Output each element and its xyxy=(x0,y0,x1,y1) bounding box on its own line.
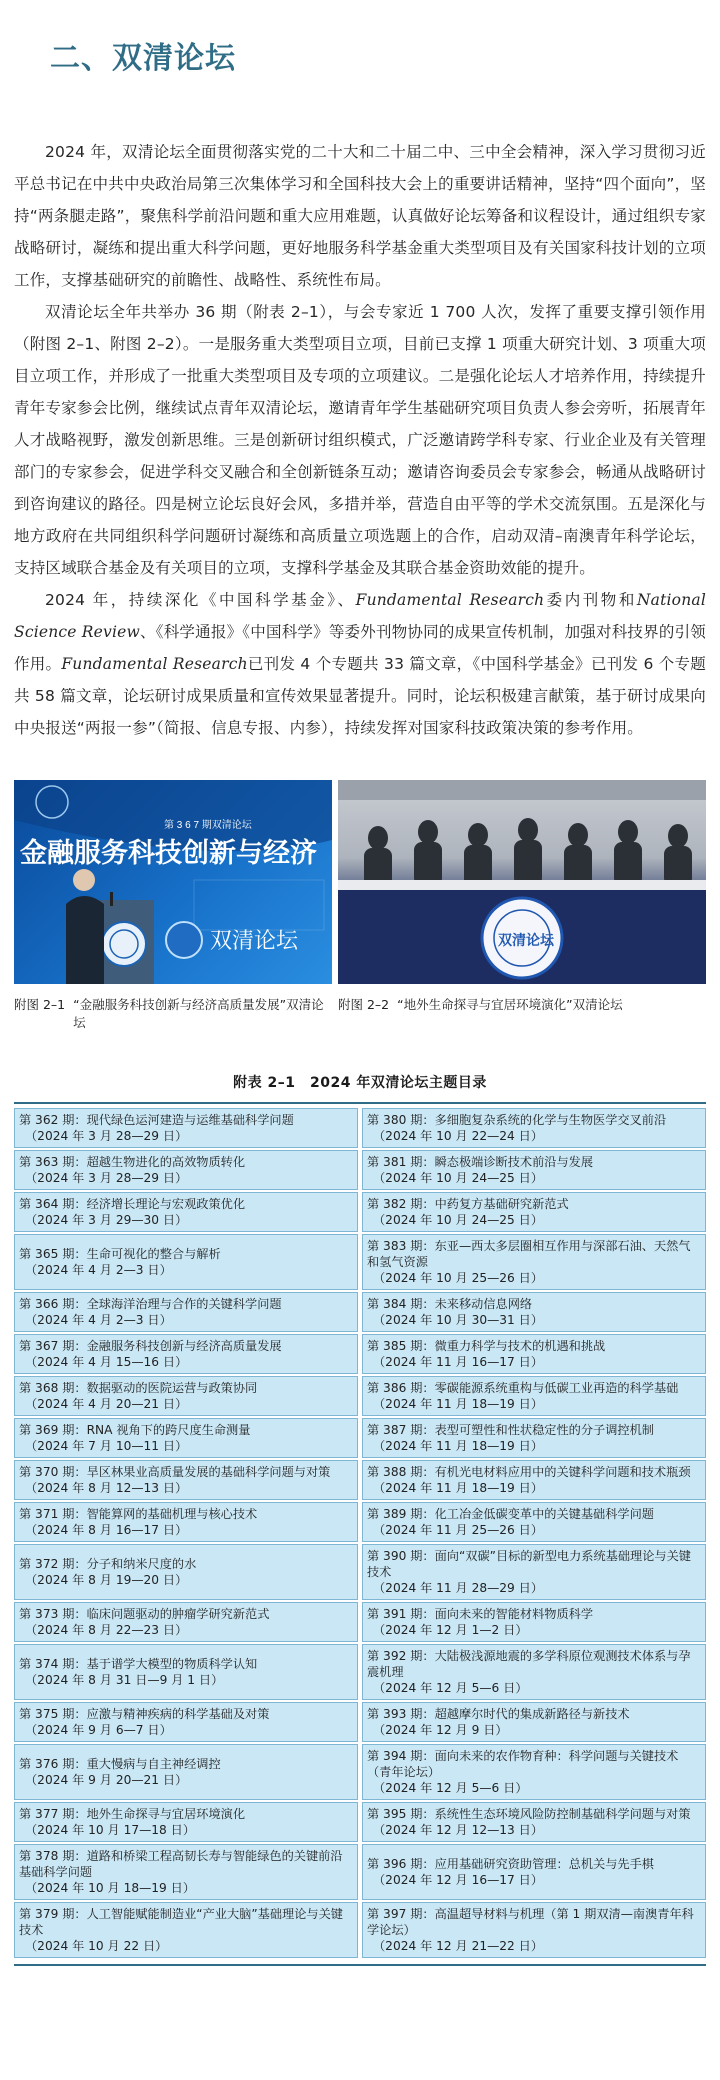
table-row xyxy=(362,1502,706,1542)
photo-finance-scene xyxy=(14,780,332,984)
forum-date: （2024 年 11 月 18—19 日） xyxy=(373,1397,544,1411)
p3-part: 委内刊物和 xyxy=(544,591,637,609)
forum-date: （2024 年 11 月 18—19 日） xyxy=(373,1439,544,1453)
forum-date: （2024 年 3 月 28—29 日） xyxy=(25,1171,188,1185)
body-text xyxy=(14,136,706,744)
table-row xyxy=(14,1460,358,1500)
figure-2-2 xyxy=(338,780,706,1032)
table-row xyxy=(362,1292,706,1332)
table-row xyxy=(362,1418,706,1458)
photo-meeting-scene xyxy=(338,780,706,984)
session-text: 第 3 6 7 期双清论坛 xyxy=(164,820,252,831)
table-row xyxy=(14,1192,358,1232)
table-row xyxy=(362,1702,706,1742)
table-row xyxy=(362,1544,706,1600)
table-row xyxy=(362,1460,706,1500)
forum-date: （2024 年 8 月 16—17 日） xyxy=(25,1523,188,1537)
table-column-right xyxy=(362,1108,706,1960)
forum-date: （2024 年 11 月 16—17 日） xyxy=(373,1355,544,1369)
forum-topic: 第 379 期：人工智能赋能制造业“产业大脑”基础理论与关键技术 xyxy=(19,1907,343,1937)
forum-topic: 第 364 期：经济增长理论与宏观政策优化 xyxy=(19,1197,246,1211)
paragraph-2: 双清论坛全年共举办 36 期（附表 2–1），与会专家近 1 700 人次，发挥了重要支撑引领作用（附图 2–1、附图 2–2）。一是服务重大类型项目立项，目前已支撑 1 项重大研究计划、3 项重大项目立项工作，并形成了一批重大类型项目及专项的立项建议。二是强化论坛人才培养作用，持续提升青年专家参会比例，继续试点青年双清论坛，邀请青年学生基础研究项目负责人参会旁听，拓展青年人才战略视野，激发创新思维。三是创新研讨组织模式，广泛邀请跨学科专家、行业企业及有关管理部门的专家参会，促进学科交叉融合和全创新链条互动；邀请咨询委员会专家参会，畅通从战略研讨到咨询建议的路径。四是树立论坛良好会风，多措并举，营造自由平等的学术交流氛围。五是深化与地方政府在共同组织科学问题研讨凝练和高质量立项选题上的合作，启动双清–南澳青年科学论坛，支持区域联合基金及有关项目的立项，支撑科学基金及其联合基金资助效能的提升。 xyxy=(14,303,706,577)
table-row xyxy=(14,1292,358,1332)
caption-figure-2-2 xyxy=(338,996,706,1014)
table-row xyxy=(362,1802,706,1842)
journal-fundamental-research: Fundamental Research xyxy=(61,655,248,673)
caption-figure-2-1 xyxy=(14,996,332,1032)
forum-topic: 第 375 期：应激与精神疾病的科学基础及对策 xyxy=(19,1707,270,1721)
caption-text: “金融服务科技创新与经济高质量发展”双清论坛 xyxy=(73,997,324,1030)
forum-date: （2024 年 9 月 20—21 日） xyxy=(25,1773,188,1787)
forum-date: （2024 年 8 月 19—20 日） xyxy=(25,1573,188,1587)
p3-part: 、《科学通报》《中国科学》等委外刊物协同的成果宣传机制，加强对科技界的引领作用。 xyxy=(14,623,706,673)
forum-topic: 第 372 期：分子和纳米尺度的水 xyxy=(19,1557,197,1571)
forum-topic: 第 384 期：未来移动信息网络 xyxy=(367,1297,533,1311)
forum-date: （2024 年 10 月 30—31 日） xyxy=(373,1313,544,1327)
forum-date: （2024 年 12 月 21—22 日） xyxy=(373,1939,544,1953)
forum-date: （2024 年 10 月 24—25 日） xyxy=(373,1213,544,1227)
forum-date: （2024 年 4 月 15—16 日） xyxy=(25,1355,188,1369)
forum-date: （2024 年 7 月 10—11 日） xyxy=(25,1439,188,1453)
table-row xyxy=(14,1334,358,1374)
p3-part: 已刊发 4 个专题共 33 篇文章，《中国科学基金》已刊发 6 个专题共 58 篇文章，论坛研讨成果质量和宣传效果显著提升。同时，论坛积极建言献策，基于研讨成果向中央报送“两报一参”（简报、信息专报、内参），持续发挥对国家科技政策决策的参考作用。 xyxy=(14,655,707,737)
forum-topic: 第 395 期：系统性生态环境风险防控制基础科学问题与对策 xyxy=(367,1807,691,1821)
forum-topic: 第 383 期：东亚—西太多层圈相互作用与深部石油、天然气和氢气资源 xyxy=(367,1239,691,1269)
forum-date: （2024 年 12 月 5—6 日） xyxy=(373,1681,528,1695)
forum-topic: 第 397 期：高温超导材料与机理（第 1 期双清—南澳青年科学论坛） xyxy=(367,1907,694,1937)
forum-date: （2024 年 10 月 22—24 日） xyxy=(373,1129,544,1143)
figure-2-1 xyxy=(14,780,332,1032)
forum-date: （2024 年 12 月 16—17 日） xyxy=(373,1873,544,1887)
table-row xyxy=(362,1644,706,1700)
forum-topic: 第 388 期：有机光电材料应用中的关键科学问题和技术瓶颈 xyxy=(367,1465,691,1479)
table-row xyxy=(14,1234,358,1290)
forum-date: （2024 年 11 月 18—19 日） xyxy=(373,1481,544,1495)
paragraph-1: 2024 年，双清论坛全面贯彻落实党的二十大和二十届二中、三中全会精神，深入学习贯彻习近平总书记在中共中央政治局第三次集体学习和全国科技大会上的重要讲话精神，坚持“四个面向”，坚持“两条腿走路”，聚焦科学前沿问题和重大应用难题，认真做好论坛筹备和议程设计，通过组织专家战略研讨，凝练和提出重大科学问题，更好地服务科学基金重大类型项目及有关国家科技计划的立项工作，支撑基础研究的前瞻性、战略性、系统性布局。 xyxy=(14,143,706,289)
forum-date: （2024 年 9 月 6—7 日） xyxy=(25,1723,172,1737)
forum-topic: 第 387 期：表型可塑性和性状稳定性的分子调控机制 xyxy=(367,1423,654,1437)
forum-topic: 第 382 期：中药复方基础研究新范式 xyxy=(367,1197,569,1211)
forum-topic: 第 369 期：RNA 视角下的跨尺度生命测量 xyxy=(19,1423,251,1437)
forum-topic: 第 363 期：超越生物进化的高效物质转化 xyxy=(19,1155,246,1169)
section-title: 二、双清论坛 xyxy=(50,41,236,76)
table-row xyxy=(362,1334,706,1374)
photo-forum-life xyxy=(338,780,706,984)
table-row xyxy=(14,1702,358,1742)
forum-date: （2024 年 10 月 22 日） xyxy=(25,1939,168,1953)
forum-date: （2024 年 12 月 9 日） xyxy=(373,1723,508,1737)
table-row xyxy=(362,1234,706,1290)
forum-topic: 第 370 期：旱区林果业高质量发展的基础科学问题与对策 xyxy=(19,1465,331,1479)
forum-date: （2024 年 10 月 17—18 日） xyxy=(25,1823,196,1837)
table-row xyxy=(362,1902,706,1958)
table-row xyxy=(362,1150,706,1190)
table-title: 附表 2–1 2024 年双清论坛主题目录 xyxy=(233,1075,487,1091)
forum-topic: 第 365 期：生命可视化的整合与解析 xyxy=(19,1247,221,1261)
table-row xyxy=(362,1602,706,1642)
forum-topic: 第 371 期：智能算网的基础机理与核心技术 xyxy=(19,1507,258,1521)
forum-date: （2024 年 4 月 2—3 日） xyxy=(25,1263,172,1277)
table-row xyxy=(362,1844,706,1900)
table-row xyxy=(14,1844,358,1900)
caption-number: 附图 2–1 xyxy=(14,997,66,1012)
forum-topic: 第 390 期：面向“双碳”目标的新型电力系统基础理论与关键技术 xyxy=(367,1549,691,1579)
caption-text: “地外生命探寻与宜居环境演化”双清论坛 xyxy=(397,997,623,1012)
table-row xyxy=(14,1644,358,1700)
forum-date: （2024 年 12 月 5—6 日） xyxy=(373,1781,528,1795)
paragraph-3 xyxy=(14,584,706,744)
forum-topic: 第 392 期：大陆极浅源地震的多学科原位观测技术体系与孕震机理 xyxy=(367,1649,691,1679)
table-row xyxy=(14,1150,358,1190)
logo-text-right: 双清论坛 xyxy=(498,933,554,949)
forum-date: （2024 年 10 月 18—19 日） xyxy=(25,1881,196,1895)
table-row xyxy=(362,1744,706,1800)
banner-text: 金融服务科技创新与经济 xyxy=(20,838,317,869)
forum-topic: 第 373 期：临床问题驱动的肿瘤学研究新范式 xyxy=(19,1607,270,1621)
photo-forum-finance xyxy=(14,780,332,984)
forum-date: （2024 年 8 月 31 日—9 月 1 日） xyxy=(25,1673,224,1687)
table-row xyxy=(14,1376,358,1416)
forum-date: （2024 年 10 月 24—25 日） xyxy=(373,1171,544,1185)
forum-date: （2024 年 11 月 25—26 日） xyxy=(373,1523,544,1537)
forum-date: （2024 年 4 月 20—21 日） xyxy=(25,1397,188,1411)
caption-number: 附图 2–2 xyxy=(338,997,390,1012)
table-row xyxy=(362,1192,706,1232)
forum-date: （2024 年 4 月 2—3 日） xyxy=(25,1313,172,1327)
forum-date: （2024 年 8 月 22—23 日） xyxy=(25,1623,188,1637)
journal-national-science-review: National Science Review xyxy=(14,591,706,641)
forum-date: （2024 年 10 月 25—26 日） xyxy=(373,1271,544,1285)
table-row xyxy=(14,1502,358,1542)
forum-topic: 第 386 期：零碳能源系统重构与低碳工业再造的科学基础 xyxy=(367,1381,679,1395)
forum-topic: 第 396 期：应用基础研究资助管理：总机关与先手棋 xyxy=(367,1857,654,1871)
table-row xyxy=(14,1108,358,1148)
forum-topic: 第 362 期：现代绿色运河建造与运维基础科学问题 xyxy=(19,1113,294,1127)
journal-fundamental-research: Fundamental Research xyxy=(355,591,545,609)
table-row xyxy=(14,1744,358,1800)
forum-topic: 第 367 期：金融服务科技创新与经济高质量发展 xyxy=(19,1339,282,1353)
table-row xyxy=(14,1802,358,1842)
forum-date: （2024 年 11 月 28—29 日） xyxy=(373,1581,544,1595)
forum-topic: 第 377 期：地外生命探寻与宜居环境演化 xyxy=(19,1807,246,1821)
forum-topic: 第 378 期：道路和桥梁工程高韧长寿与智能绿色的关键前沿基础科学问题 xyxy=(19,1849,343,1879)
forum-topic: 第 391 期：面向未来的智能材料物质科学 xyxy=(367,1607,594,1621)
forum-topic-table xyxy=(14,1102,706,1966)
forum-topic: 第 381 期：瞬态极端诊断技术前沿与发展 xyxy=(367,1155,594,1169)
table-row xyxy=(14,1544,358,1600)
logo-text-left: 双清论坛 xyxy=(210,929,299,954)
table-column-left xyxy=(14,1108,358,1960)
forum-topic: 第 389 期：化工冶金低碳变革中的关键基础科学问题 xyxy=(367,1507,654,1521)
table-row xyxy=(362,1376,706,1416)
p3-part: 2024 年，持续深化《中国科学基金》、 xyxy=(45,591,356,609)
forum-date: （2024 年 12 月 1—2 日） xyxy=(373,1623,528,1637)
table-row xyxy=(14,1418,358,1458)
forum-topic: 第 374 期：基于谱学大模型的物质科学认知 xyxy=(19,1657,258,1671)
forum-date: （2024 年 8 月 12—13 日） xyxy=(25,1481,188,1495)
table-row xyxy=(362,1108,706,1148)
forum-topic: 第 366 期：全球海洋治理与合作的关键科学问题 xyxy=(19,1297,282,1311)
table-row xyxy=(14,1602,358,1642)
photo-row xyxy=(14,780,706,1032)
forum-date: （2024 年 3 月 28—29 日） xyxy=(25,1129,188,1143)
forum-topic: 第 385 期：微重力科学与技术的机遇和挑战 xyxy=(367,1339,606,1353)
forum-date: （2024 年 12 月 12—13 日） xyxy=(373,1823,544,1837)
forum-date: （2024 年 3 月 29—30 日） xyxy=(25,1213,188,1227)
forum-topic: 第 394 期：面向未来的农作物育种：科学问题与关键技术（青年论坛） xyxy=(367,1749,679,1779)
forum-topic: 第 368 期：数据驱动的医院运营与政策协同 xyxy=(19,1381,258,1395)
table-row xyxy=(14,1902,358,1958)
forum-topic: 第 380 期：多细胞复杂系统的化学与生物医学交叉前沿 xyxy=(367,1113,667,1127)
forum-topic: 第 376 期：重大慢病与自主神经调控 xyxy=(19,1757,221,1771)
forum-topic: 第 393 期：超越摩尔时代的集成新路径与新技术 xyxy=(367,1707,630,1721)
